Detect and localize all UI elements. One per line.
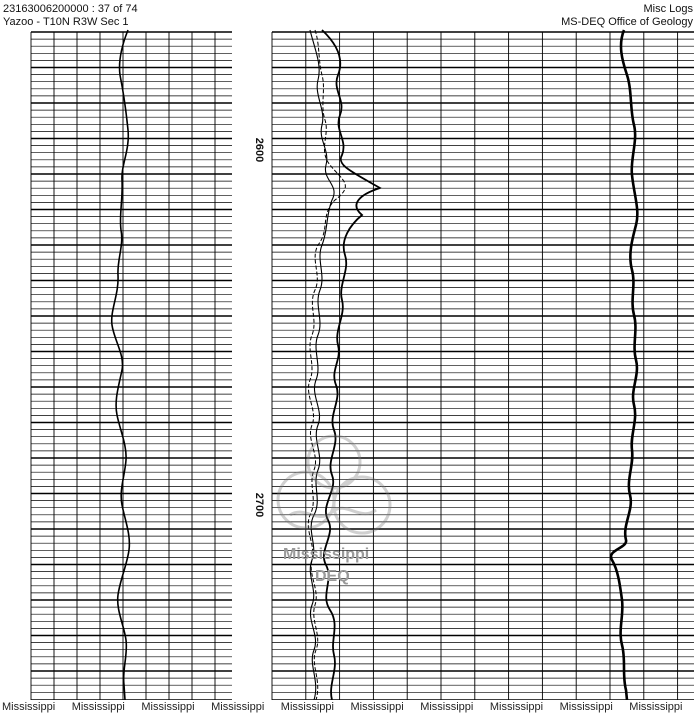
footer-watermark-text: Mississippi (280, 701, 334, 713)
left-track-grid (31, 32, 232, 700)
location-label: Yazoo - T10N R3W Sec 1 (3, 16, 129, 28)
footer-watermark-text: Mississippi (141, 701, 195, 713)
footer-watermark-text: Mississippi (211, 701, 265, 713)
depth-label-2700: 2700 (253, 492, 265, 518)
footer-watermark-text: Mississippi (71, 701, 125, 713)
well-id-label: 23163006200000 : 37 of 74 (3, 3, 138, 15)
agency-label: MS-DEQ Office of Geology (561, 16, 693, 28)
footer-watermark-text: Mississippi (629, 701, 683, 713)
footer-watermark-text: Mississippi (420, 701, 474, 713)
footer-watermark-text: Mississippi (559, 701, 613, 713)
watermark-text-state: Mississippi (283, 546, 370, 563)
log-type-label: Misc Logs (643, 3, 693, 15)
footer-watermark-text: Mississippi (2, 701, 56, 713)
footer-watermark-strip (0, 701, 697, 715)
depth-label-2600: 2600 (253, 137, 265, 163)
watermark-text-agency: DEQ (315, 568, 350, 585)
footer-watermark-text: Mississippi (489, 701, 544, 713)
footer-watermark-text: Mississippi (350, 701, 404, 713)
